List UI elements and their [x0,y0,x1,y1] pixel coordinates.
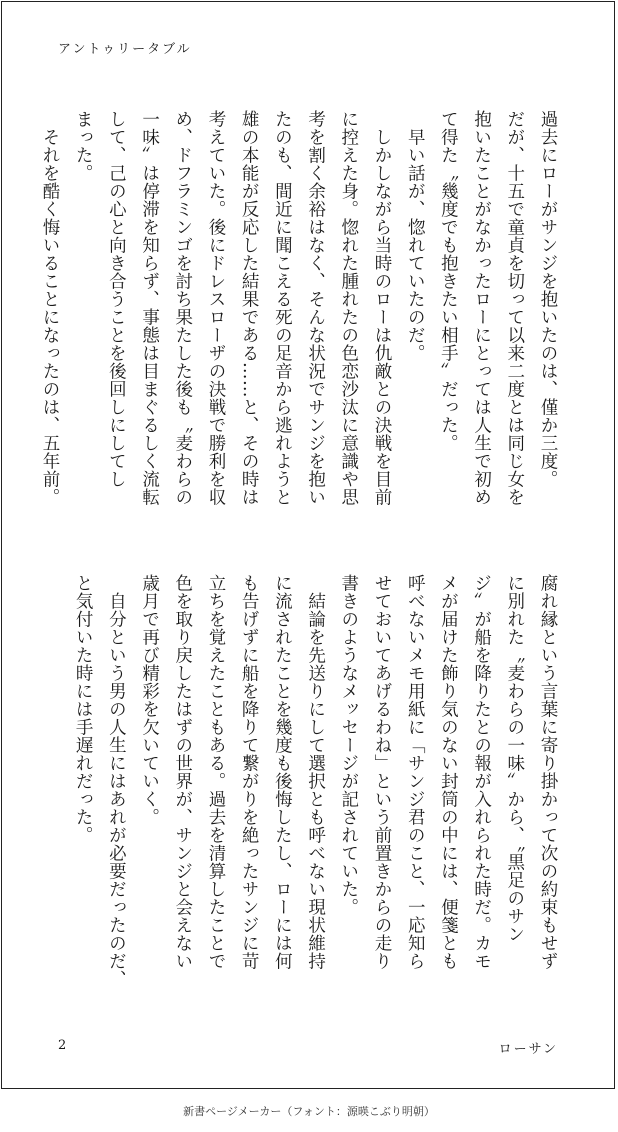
text-line: 一味〟は停滞を知らず、事態は目まぐるしく流転 [139,110,160,506]
text-line: 腐れ縁という言葉に寄り掛かって次の約束もせず [538,574,558,970]
text-line: 歳月で再び精彩を欠いていく。 [139,574,160,826]
text-line: も告げずに船を降りて繋がりを絶ったサンジに苛 [239,574,260,970]
text-line: に流されたことを幾度も後悔したし、ローには何 [272,574,293,970]
text-line: 考を割く余裕はなく、そんな状況でサンジを抱い [305,110,326,506]
text-line: に控えた身。惚れた腫れたの色恋沙汰に意識や思 [338,110,359,506]
text-line: と気付いた時には手遅れだった。 [73,574,94,844]
text-block-bottom [52,574,564,1004]
text-line: 抱いたことがなかったローにとっては人生で初め [471,110,492,506]
text-line: それを酷く悔いることになったのは、五年前。 [39,110,60,506]
author-name: ローサン [498,1042,558,1057]
generator-caption: 新書ページメーカー（フォント：源暎こぶり明朝） [183,1105,435,1118]
text-line: だが、十五で童貞を切って以来二度とは同じ女を [504,110,525,506]
text-line: 過去にローがサンジを抱いたのは、僅か三度。 [538,110,558,488]
text-line: め、ドフラミンゴを討ち果たした後も〝麦わらの [172,110,193,506]
text-line: 結論を先送りにして選択とも呼べない現状維持 [305,574,326,970]
text-line: せておいてあげるわね」という前置きからの走り [371,574,392,970]
text-line: して、己の心と向き合うことを後回しにしてし [106,110,127,488]
book-page [1,1,615,1089]
book-title: アントゥリータブル [58,42,192,57]
text-block-top [39,110,564,530]
text-line: 呼べないメモ用紙に「サンジ君のこと、一応知ら [405,574,426,970]
text-line: メが届けた飾り気のない封筒の中には、便箋とも [438,574,459,970]
text-line: に別れた〝麦わらの一味〟から、〝黒足のサン [504,574,525,944]
text-line: たのも、間近に聞こえる死の足音から逃れようと [272,110,293,506]
text-line: 雄の本能が反応した結果である……と、その時は [239,110,260,506]
text-line: 色を取り戻したはずの世界が、サンジと会えない [172,574,193,970]
text-line: しかしながら当時のローは仇敵との決戦を目前 [371,110,392,506]
text-line: 自分という男の人生にはあれが必要だったのだ、 [106,574,127,988]
text-line: 立ちを覚えたこともある。過去を清算したことで [205,574,226,970]
text-line: て得た〝幾度でも抱きたい相手〟だった。 [438,110,459,452]
text-line: 早い話が、惚れていたのだ。 [405,110,426,362]
text-line: 書きのようなメッセージが記されていた。 [338,574,359,916]
text-line: 考えていた。後にドレスローザの決戦で勝利を収 [205,110,226,506]
text-line: ジ〟が船を降りたとの報が入れられた時だ。カモ [471,574,492,970]
text-line: まった。 [73,110,94,182]
page-number: 2 [58,1038,67,1053]
